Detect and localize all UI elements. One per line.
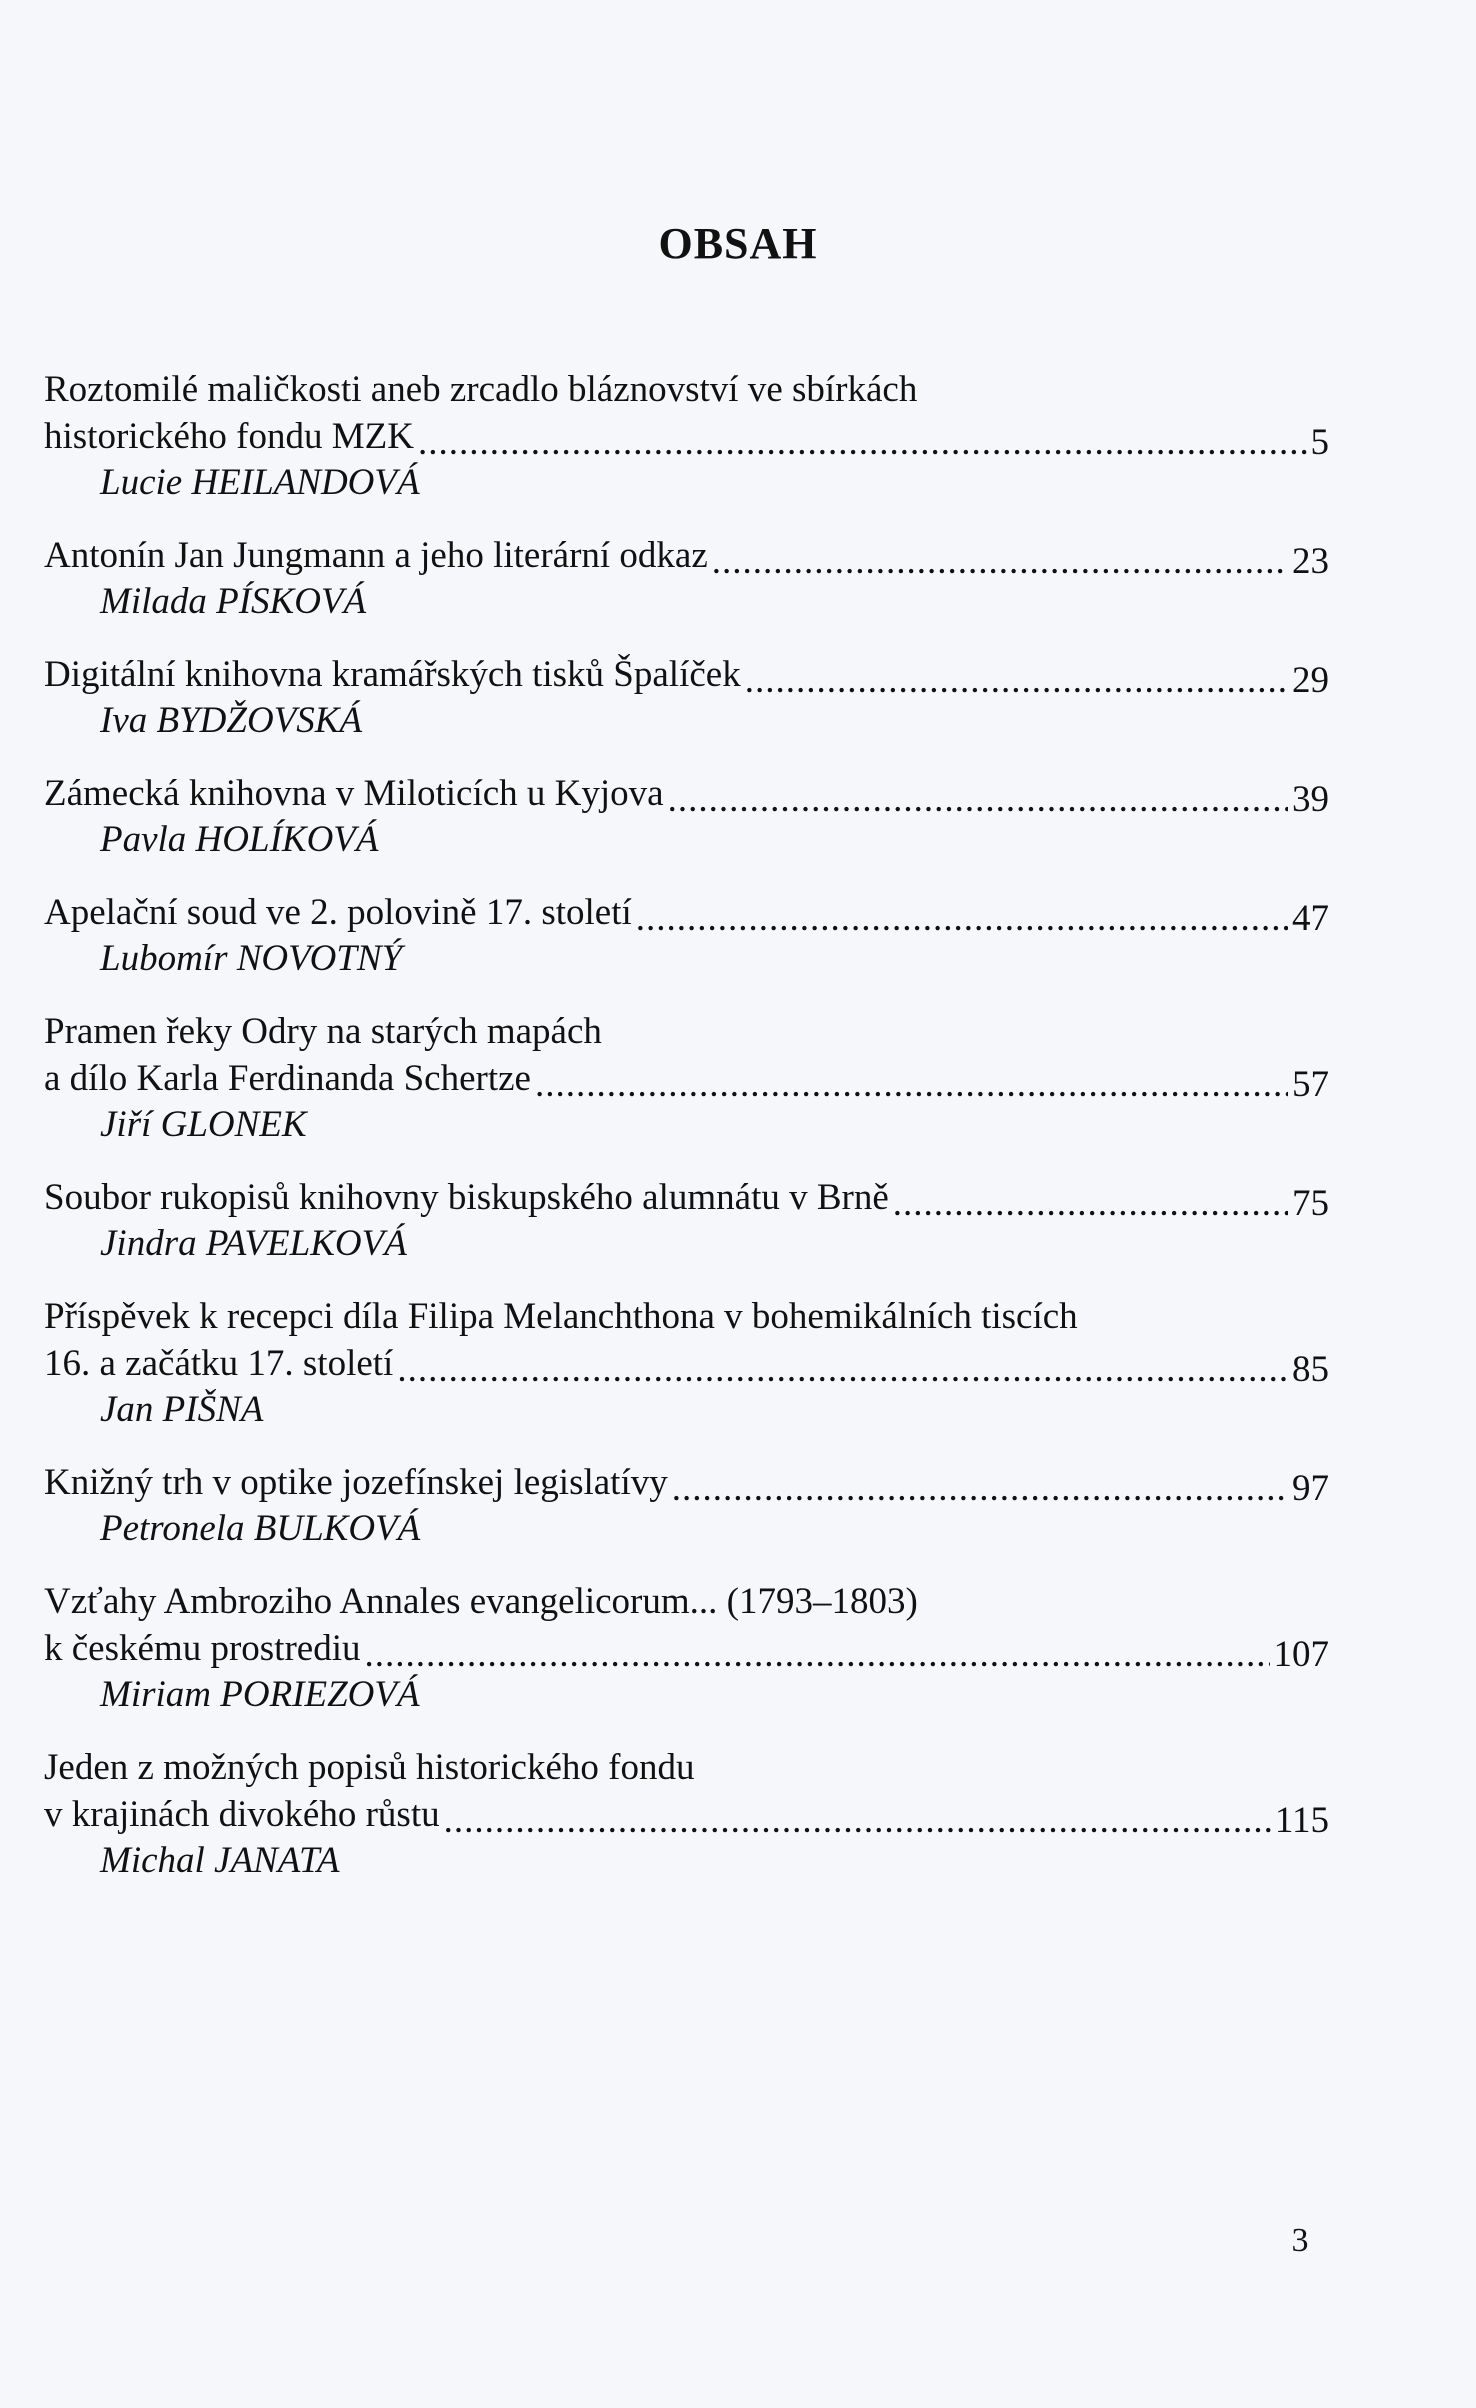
toc-entry [44,1744,1329,1884]
entry-author: Miriam PORIEZOVÁ [100,1674,420,1715]
entry-page-number: 85 [1292,1349,1329,1390]
dot-leader [397,1346,1288,1393]
entry-title-line: v krajinách divokého růstu [44,1794,440,1835]
entry-author: Petronela BULKOVÁ [100,1508,421,1549]
entry-title-line: k českému prostrediu [44,1628,361,1669]
entry-page-number: 23 [1292,541,1329,582]
entry-author: Lubomír NOVOTNÝ [100,938,403,979]
entry-author: Jiří GLONEK [100,1104,307,1145]
toc-entry [44,1008,1329,1148]
entry-title-line: historického fondu MZK [44,416,414,457]
page-title: OBSAH [658,219,818,268]
dot-leader [745,657,1288,704]
toc-entry [44,366,1329,506]
entry-page-number: 97 [1292,1468,1329,1509]
entry-author: Lucie HEILANDOVÁ [100,462,420,503]
toc-entry [44,770,1329,863]
toc-entry [44,1174,1329,1267]
entry-page-number: 29 [1292,660,1329,701]
entry-page-number: 47 [1292,898,1329,939]
toc-entry [44,1578,1329,1718]
entry-author: Michal JANATA [100,1840,340,1881]
entry-page-number: 115 [1274,1800,1329,1841]
entry-title-line: Soubor rukopisů knihovny biskupského alumnátu v Brně [44,1177,889,1218]
entry-title-line: Roztomilé maličkosti aneb zrcadlo bláznovství ve sbírkách [44,369,918,410]
entry-title-line: Vzťahy Ambroziho Annales evangelicorum... (1793–1803) [44,1581,918,1622]
entry-page-number: 75 [1292,1183,1329,1224]
toc-entry [44,889,1329,982]
dot-leader [444,1797,1271,1844]
page-number: 3 [1291,2222,1309,2259]
dot-leader [418,419,1307,466]
entry-title-line: Apelační soud ve 2. polovině 17. století [44,892,632,933]
toc-entry [44,532,1329,625]
toc-entry [44,651,1329,744]
entry-title-line: Knižný trh v optike jozefínskej legislatívy [44,1462,668,1503]
entry-title-line: a dílo Karla Ferdinanda Schertze [44,1058,531,1099]
dot-leader [636,895,1288,942]
entry-title-line: Digitální knihovna kramářských tisků Špalíček [44,654,741,695]
entry-author: Iva BYDŽOVSKÁ [100,700,363,741]
entry-page-number: 57 [1292,1064,1329,1105]
entry-title-line: 16. a začátku 17. století [44,1343,394,1384]
dot-leader [535,1061,1288,1108]
entry-author: Jindra PAVELKOVÁ [100,1223,407,1264]
entry-title-line: Zámecká knihovna v Miloticích u Kyjova [44,773,664,814]
entry-author: Milada PÍSKOVÁ [100,581,367,622]
dot-leader [672,1465,1288,1512]
table-of-contents [44,366,1329,1910]
entry-page-number: 107 [1273,1634,1329,1675]
dot-leader [668,776,1288,823]
entry-page-number: 39 [1292,779,1329,820]
dot-leader [712,538,1288,585]
entry-author: Jan PIŠNA [100,1389,264,1430]
entry-page-number: 5 [1310,422,1329,463]
entry-title-line: Antonín Jan Jungmann a jeho literární odkaz [44,535,708,576]
dot-leader [364,1631,1269,1678]
entry-author: Pavla HOLÍKOVÁ [100,819,379,860]
dot-leader [893,1180,1288,1227]
entry-title-line: Příspěvek k recepci díla Filipa Melanchthona v bohemikálních tiscích [44,1296,1078,1337]
toc-entry [44,1459,1329,1552]
entry-title-line: Pramen řeky Odry na starých mapách [44,1011,602,1052]
toc-entry [44,1293,1329,1433]
entry-title-line: Jeden z možných popisů historického fondu [44,1747,695,1788]
